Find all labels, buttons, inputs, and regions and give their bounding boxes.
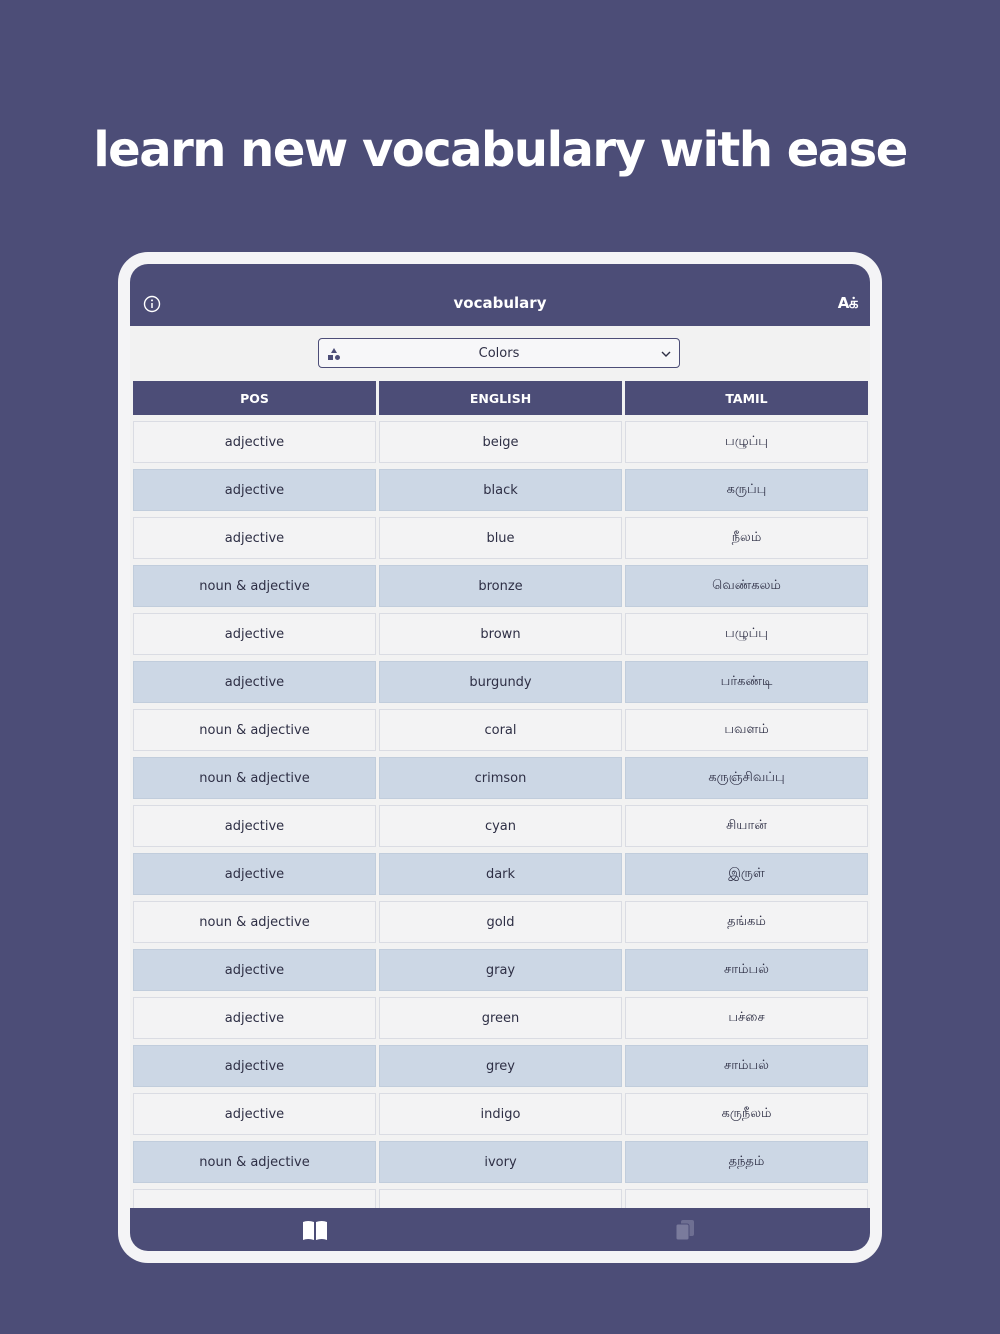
- cell-english: beige: [379, 421, 622, 463]
- table-row[interactable]: [133, 853, 869, 895]
- cell-english: green: [379, 997, 622, 1039]
- page-title: vocabulary: [453, 294, 547, 312]
- translate-icon[interactable]: Aக்: [837, 294, 858, 312]
- cell-pos: noun & adjective: [133, 901, 376, 943]
- cell-pos: adjective: [133, 421, 376, 463]
- cell-tamil: இருள்: [625, 853, 868, 895]
- cell-english: grey: [379, 1045, 622, 1087]
- cell-tamil: பழுப்பு: [625, 421, 868, 463]
- tablet-frame: [118, 252, 882, 1263]
- cell-english: ivory: [379, 1141, 622, 1183]
- table-row[interactable]: [133, 613, 869, 655]
- cell-tamil: தங்கம்: [625, 901, 868, 943]
- category-picker[interactable]: [318, 338, 680, 368]
- cell-english: black: [379, 469, 622, 511]
- cell-tamil: தந்தம்: [625, 1141, 868, 1183]
- table-row[interactable]: [133, 757, 869, 799]
- cell-english: gray: [379, 949, 622, 991]
- tab-bar: [130, 1208, 870, 1251]
- cell-pos: adjective: [133, 469, 376, 511]
- cell-pos: noun & adjective: [133, 709, 376, 751]
- cell-tamil: சாம்பல்: [625, 1045, 868, 1087]
- table-row[interactable]: [133, 949, 869, 991]
- table-row[interactable]: [133, 421, 869, 463]
- table-row[interactable]: [133, 1141, 869, 1183]
- cell-pos: adjective: [133, 1093, 376, 1135]
- cell-tamil: நீலம்: [625, 517, 868, 559]
- cell-tamil: சாம்பல்: [625, 949, 868, 991]
- cell-pos: noun & adjective: [133, 757, 376, 799]
- cell-pos: noun & adjective: [133, 1141, 376, 1183]
- cell-pos: adjective: [133, 1045, 376, 1087]
- cell-pos: adjective: [133, 805, 376, 847]
- cell-english: gold: [379, 901, 622, 943]
- navigation-bar: [130, 264, 870, 326]
- table-row[interactable]: [133, 517, 869, 559]
- cell-english: burgundy: [379, 661, 622, 703]
- headline: learn new vocabulary with ease: [93, 122, 907, 178]
- cell-tamil: கருஞ்சிவப்பு: [625, 757, 868, 799]
- picker-selected-value: Colors: [478, 346, 520, 361]
- cell-pos: adjective: [133, 613, 376, 655]
- cell-tamil: பர்கண்டி: [625, 661, 868, 703]
- table-row[interactable]: [133, 901, 869, 943]
- cell-pos: adjective: [133, 517, 376, 559]
- cell-tamil: பழுப்பு: [625, 613, 868, 655]
- cell-tamil: சியான்: [625, 805, 868, 847]
- cell-english: cyan: [379, 805, 622, 847]
- cell-english: brown: [379, 613, 622, 655]
- cell-pos: adjective: [133, 997, 376, 1039]
- cell-tamil: வெண்கலம்: [625, 565, 868, 607]
- table-row[interactable]: [133, 997, 869, 1039]
- cell-english: dark: [379, 853, 622, 895]
- cell-pos: adjective: [133, 661, 376, 703]
- book-icon[interactable]: [302, 1219, 328, 1241]
- cell-tamil: கருப்பு: [625, 469, 868, 511]
- documents-icon[interactable]: [674, 1219, 696, 1241]
- cell-english: blue: [379, 517, 622, 559]
- table-row[interactable]: [133, 469, 869, 511]
- table-row[interactable]: [133, 805, 869, 847]
- table-row[interactable]: [133, 1093, 869, 1135]
- cell-pos: adjective: [133, 949, 376, 991]
- column-header-english[interactable]: ENGLISH: [379, 381, 622, 415]
- cell-pos: noun & adjective: [133, 565, 376, 607]
- cell-english: coral: [379, 709, 622, 751]
- cell-tamil: கருநீலம்: [625, 1093, 868, 1135]
- cell-tamil: பவளம்: [625, 709, 868, 751]
- table-row[interactable]: [133, 661, 869, 703]
- table-row[interactable]: [133, 709, 869, 751]
- cell-pos: adjective: [133, 853, 376, 895]
- column-header-pos[interactable]: POS: [133, 381, 376, 415]
- column-header-tamil[interactable]: TAMIL: [625, 381, 868, 415]
- table-header: [133, 381, 869, 415]
- cell-english: crimson: [379, 757, 622, 799]
- table-row[interactable]: [133, 1045, 869, 1087]
- cell-english: indigo: [379, 1093, 622, 1135]
- cell-english: bronze: [379, 565, 622, 607]
- table-row[interactable]: [133, 565, 869, 607]
- app-screen: [130, 264, 870, 1251]
- vocabulary-table: [133, 381, 869, 1237]
- cell-tamil: பச்சை: [625, 997, 868, 1039]
- chevron-down-icon: [660, 348, 672, 360]
